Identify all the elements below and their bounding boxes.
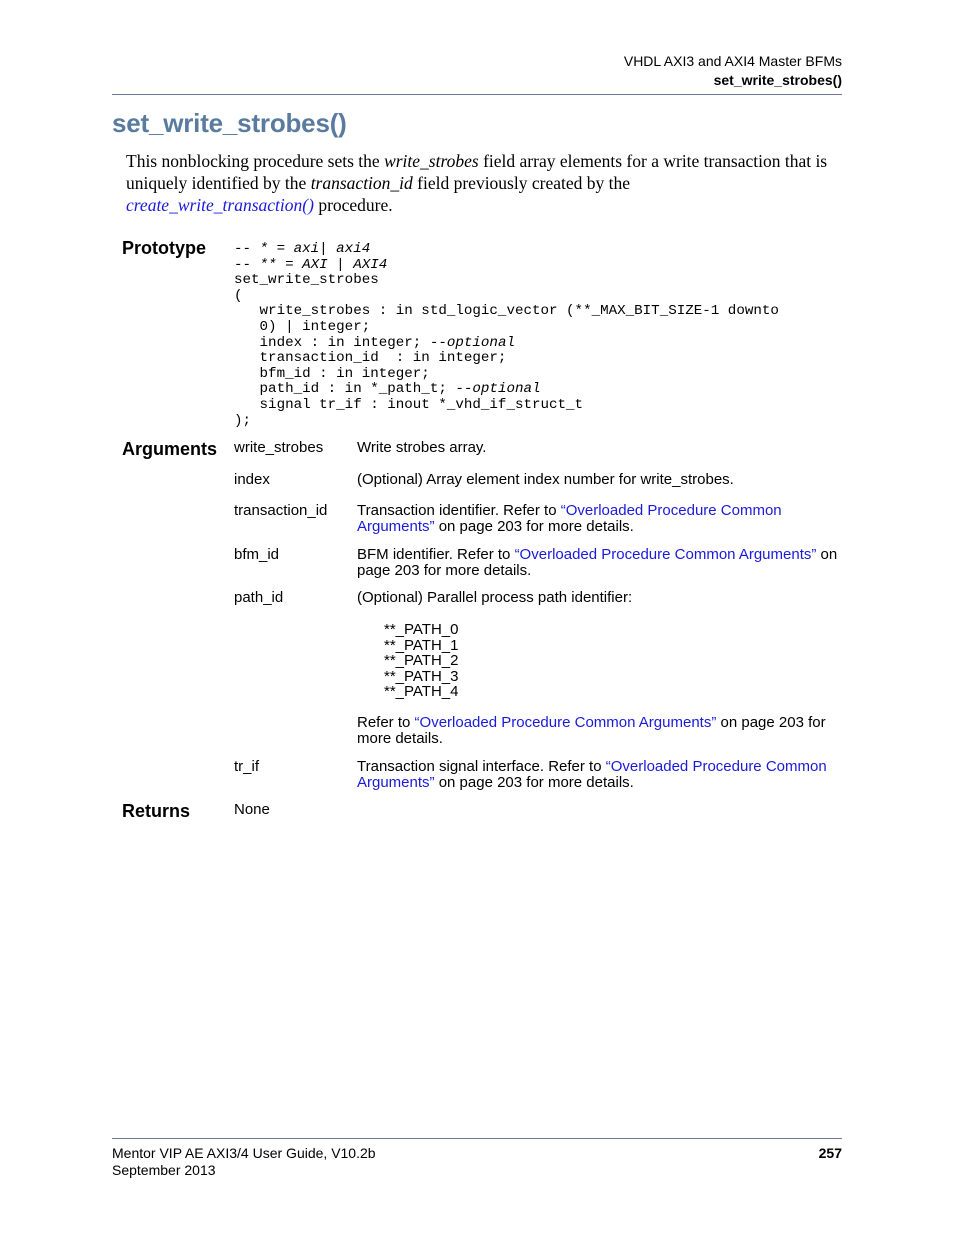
arg-desc-path-id-refer (357, 715, 849, 746)
intro-paragraph (126, 150, 846, 216)
code-line (234, 336, 779, 352)
footer-rule (112, 1138, 842, 1139)
arg-name-tr-if: tr_if (234, 758, 260, 775)
overloaded-args-link[interactable]: “Overloaded Procedure Common Arguments” (357, 502, 782, 535)
code-line: signal tr_if : inout *_vhd_if_struct_t (234, 396, 584, 413)
arg-name-bfm-id: bfm_id (234, 546, 280, 563)
code-text: index : in integer; (234, 334, 430, 351)
header-chapter: VHDL AXI3 and AXI4 Master BFMs (623, 53, 842, 69)
code-comment: --optional (429, 334, 515, 351)
overloaded-args-link[interactable]: “Overloaded Procedure Common Arguments” (357, 758, 827, 791)
arg-desc-text: on page 203 for more details. (434, 773, 634, 791)
prototype-label: Prototype (122, 238, 207, 258)
arg-desc-tr-if (357, 759, 849, 790)
arg-desc-text: on page 203 for more details. (357, 714, 826, 747)
prototype-code (234, 242, 779, 429)
arg-name-write-strobes: write_strobes (234, 439, 324, 456)
arguments-label: Arguments (122, 439, 218, 459)
code-line: ); (234, 412, 252, 429)
returns-value: None (234, 801, 270, 818)
code-line: bfm_id : in integer; (234, 365, 430, 382)
arg-desc-index: (Optional) Array element index number for write_strobes. (357, 471, 734, 488)
code-comment: -- ** = AXI | AXI4 (234, 256, 388, 273)
arg-desc-path-id: (Optional) Parallel process path identifier: (357, 589, 633, 606)
arg-name-transaction-id: transaction_id (234, 502, 328, 519)
code-comment: -- * = axi| axi4 (234, 241, 371, 257)
intro-text: field array elements for a write transaction that is uniquely identified by the (126, 151, 828, 193)
header-section: set_write_strobes() (713, 72, 842, 88)
arg-desc-text: BFM identifier. Refer to (357, 546, 515, 563)
code-line: 0) | integer; (234, 318, 371, 335)
code-line: transaction_id : in integer; (234, 350, 507, 367)
intro-emphasis-transaction-id: transaction_id (310, 173, 413, 193)
arg-desc-text: on page 203 for more details. (357, 546, 838, 579)
intro-emphasis-write-strobes: write_strobes (384, 151, 479, 171)
overloaded-args-link[interactable]: “Overloaded Procedure Common Arguments” (414, 714, 717, 731)
arg-desc-bfm-id (357, 547, 849, 578)
arg-desc-text: Transaction identifier. Refer to (357, 502, 561, 519)
arg-desc-write-strobes: Write strobes array. (357, 439, 487, 456)
code-line: write_strobes : in std_logic_vector (**_MAX_BIT_SIZE-1 downto (234, 303, 779, 320)
path-list-item: **_PATH_1 (384, 636, 459, 654)
arg-desc-text: on page 203 for more details. (434, 517, 634, 535)
code-line (234, 382, 779, 398)
intro-text: procedure. (313, 195, 393, 215)
arg-desc-text: Transaction signal interface. Refer to (357, 758, 606, 775)
footer-guide-title: Mentor VIP AE AXI3/4 User Guide, V10.2b (112, 1145, 376, 1161)
footer-date: September 2013 (112, 1162, 216, 1178)
arg-name-path-id: path_id (234, 589, 284, 606)
returns-label: Returns (122, 801, 191, 821)
create-write-transaction-link[interactable]: create_write_transaction() (126, 195, 314, 215)
running-header (624, 52, 842, 90)
overloaded-args-link[interactable]: “Overloaded Procedure Common Arguments” (514, 546, 817, 563)
path-list-item: **_PATH_4 (384, 683, 459, 701)
intro-text: This nonblocking procedure sets the (126, 151, 385, 171)
path-id-list (384, 622, 458, 700)
code-text: path_id : in *_path_t; (234, 381, 456, 398)
header-rule (112, 94, 842, 95)
code-line: ( (234, 287, 243, 304)
path-list-item: **_PATH_0 (384, 621, 459, 638)
footer-info (112, 1145, 376, 1179)
code-line: set_write_strobes (234, 272, 379, 289)
page-number: 257 (818, 1145, 842, 1161)
path-list-item: **_PATH_3 (384, 667, 459, 685)
path-list-item: **_PATH_2 (384, 652, 459, 670)
intro-text: field previously created by the (412, 173, 630, 193)
arg-desc-text: Refer to (357, 714, 415, 731)
code-comment: --optional (455, 381, 541, 398)
arg-name-index: index (234, 471, 270, 488)
page-title: set_write_strobes() (112, 108, 347, 138)
arg-desc-transaction-id (357, 503, 849, 534)
